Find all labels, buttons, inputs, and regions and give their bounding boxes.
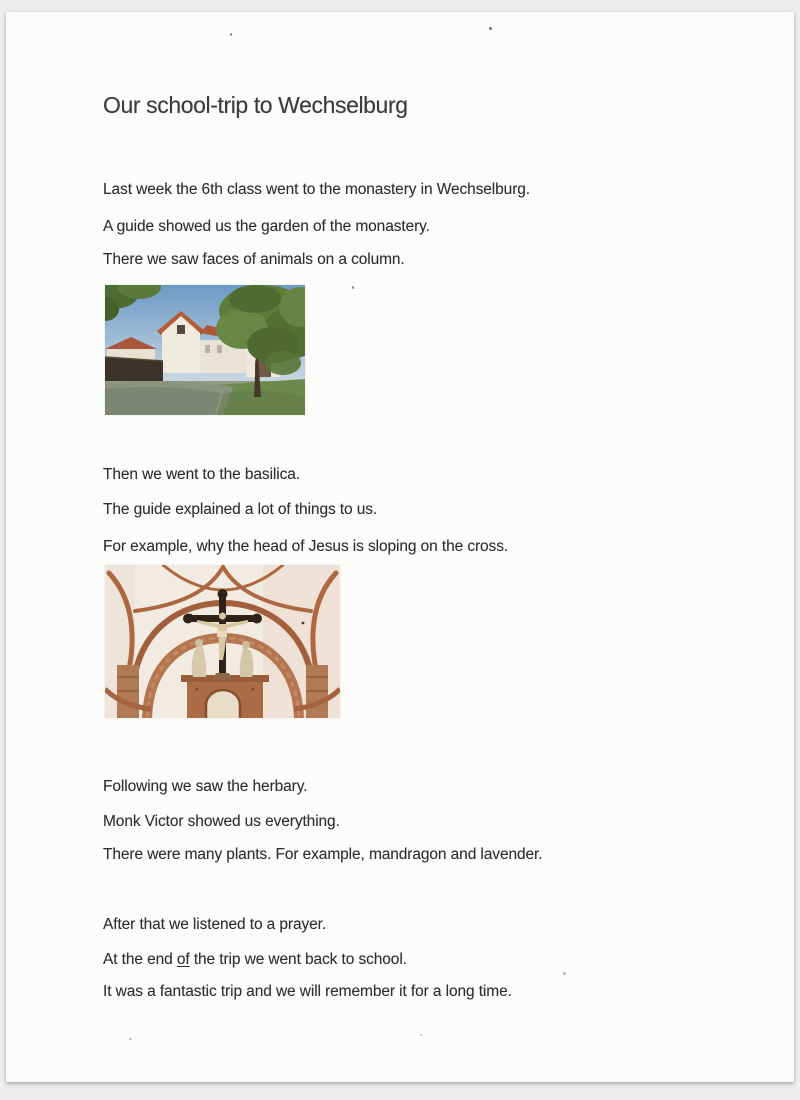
paragraph1-line1: Last week the 6th class went to the monastery in Wechselburg. (103, 181, 530, 198)
paragraph4-line3: It was a fantastic trip and we will remember it for a long time. (103, 983, 512, 1000)
paragraph3-line3: There were many plants. For example, mandragon and lavender. (103, 846, 543, 863)
monastery-photo (105, 285, 305, 415)
dust-speck (420, 1034, 422, 1036)
basilica-photo-illustration (105, 565, 340, 718)
paragraph2-line2: The guide explained a lot of things to us. (103, 501, 378, 518)
paragraph1-line3: There we saw faces of animals on a column. (103, 251, 405, 268)
text-run-prefix: At the end (103, 951, 177, 968)
basilica-photo (105, 565, 340, 718)
underlined-word: of (176, 951, 190, 968)
dust-speck (563, 972, 566, 975)
dust-speck (230, 33, 232, 36)
paragraph4-line2 (103, 950, 407, 970)
paragraph4-line1: After that we listened to a prayer. (103, 916, 327, 933)
paragraph3-line2: Monk Victor showed us everything. (103, 813, 340, 830)
dust-speck (352, 286, 354, 289)
paragraph2-line1: Then we went to the basilica. (103, 466, 300, 483)
paragraph1-line2: A guide showed us the garden of the monastery. (103, 218, 430, 235)
paragraph2-line3: For example, why the head of Jesus is sloping on the cross. (103, 538, 509, 555)
dust-speck (129, 1038, 132, 1040)
dust-speck (489, 27, 492, 30)
document-page (6, 12, 794, 1082)
document-title: Our school-trip to Wechselburg (103, 92, 408, 118)
paragraph3-line1: Following we saw the herbary. (103, 778, 308, 795)
monastery-photo-illustration (105, 285, 305, 415)
text-run-suffix: the trip we went back to school. (189, 951, 407, 968)
